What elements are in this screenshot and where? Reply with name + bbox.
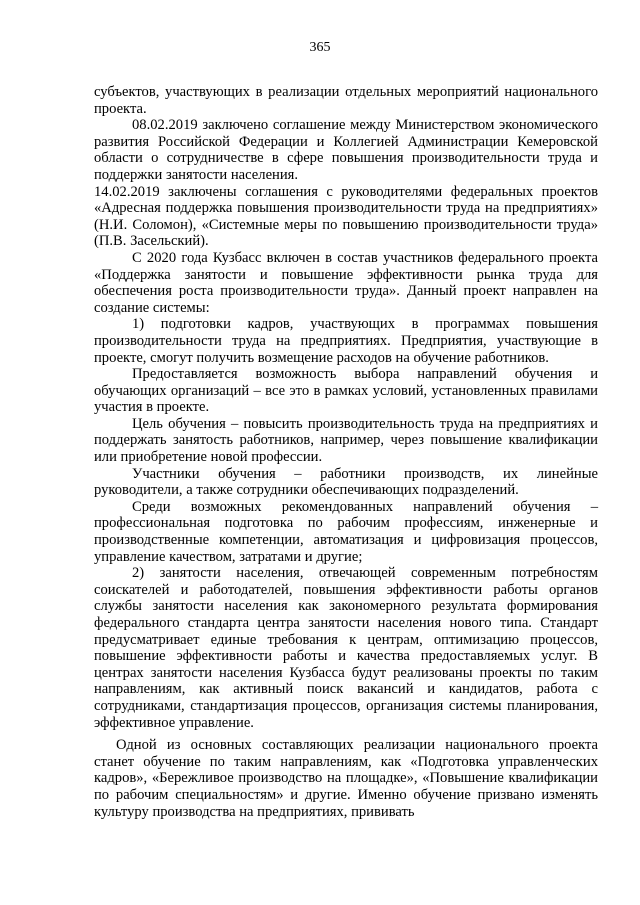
- paragraph-8: Участники обучения – работники производств, их линейные руководители, а также сотрудники обеспечивающих подразделений.: [94, 465, 598, 499]
- paragraph-6: Предоставляется возможность выбора направлений обучения и обучающих организаций – все это в рамках условий, установленных правилами участия в проекте.: [94, 366, 598, 416]
- paragraph-2: 08.02.2019 заключено соглашение между Министерством экономического развития Российской Федерации и Коллегией Администрации Кемеровской области о сотрудничестве в сфере повышения производительности труда и поддержки занятости населения.: [94, 117, 598, 183]
- paragraph-1: субъектов, участвующих в реализации отдельных мероприятий национального проекта.: [94, 84, 598, 117]
- paragraph-9: Среди возможных рекомендованных направлений обучения – профессиональная подготовка по рабочим профессиям, инженерные и производственные компетенции, автоматизация и цифровизация процессов, управление качеством, затратами и другие;: [94, 498, 598, 565]
- paragraph-4: С 2020 года Кузбасс включен в состав участников федерального проекта «Поддержка занятости и повышение эффективности рынка труда для обеспечения роста производительности труда». Данный проект направлен на создание системы:: [94, 249, 598, 316]
- paragraph-3: 14.02.2019 заключены соглашения с руководителями федеральных проектов «Адресная поддержка повышения производительности труда на предприятиях» (Н.И. Соломон), «Системные меры по повышению производительности труда» (П.В. Засельский).: [94, 183, 598, 250]
- page-number: 365: [309, 40, 331, 55]
- paragraph-7: Цель обучения – повысить производительность труда на предприятиях и поддержать занятость работников, например, через повышение квалификации или приобретение новой профессии.: [94, 415, 598, 466]
- paragraph-5: 1) подготовки кадров, участвующих в программах повышения производительности труда на предприятиях. Предприятия, участвующие в проекте, смогут получить возмещение расходов на обучение работников.: [94, 316, 598, 366]
- paragraph-11: Одной из основных составляющих реализации национального проекта станет обучение по таким направлениям, как «Подготовка управленческих кадров», «Бережливое производство на площадке», «Повышение квалификации по рабочим специальностям» и другие. Именно обучение призвано изменять культуру производства на предприятиях, прививать: [94, 737, 598, 820]
- document-body: [94, 84, 598, 820]
- paragraph-10: 2) занятости населения, отвечающей современным потребностям соискателей и работодателей, повышения эффективности работы органов службы занятости населения как закономерного результата формирования федерального стандарта центра занятости населения нового типа. Стандарт предусматривает единые требования к центрам, оптимизацию процессов, повышение эффективности работы и качества предоставляемых услуг. В центрах занятости населения Кузбасса будут реализованы проекты по таким направлениям, как активный поиск вакансий и кандидатов, работа с сотрудниками, стандартизация процессов, организация системы планирования, эффективное управление.: [94, 565, 598, 731]
